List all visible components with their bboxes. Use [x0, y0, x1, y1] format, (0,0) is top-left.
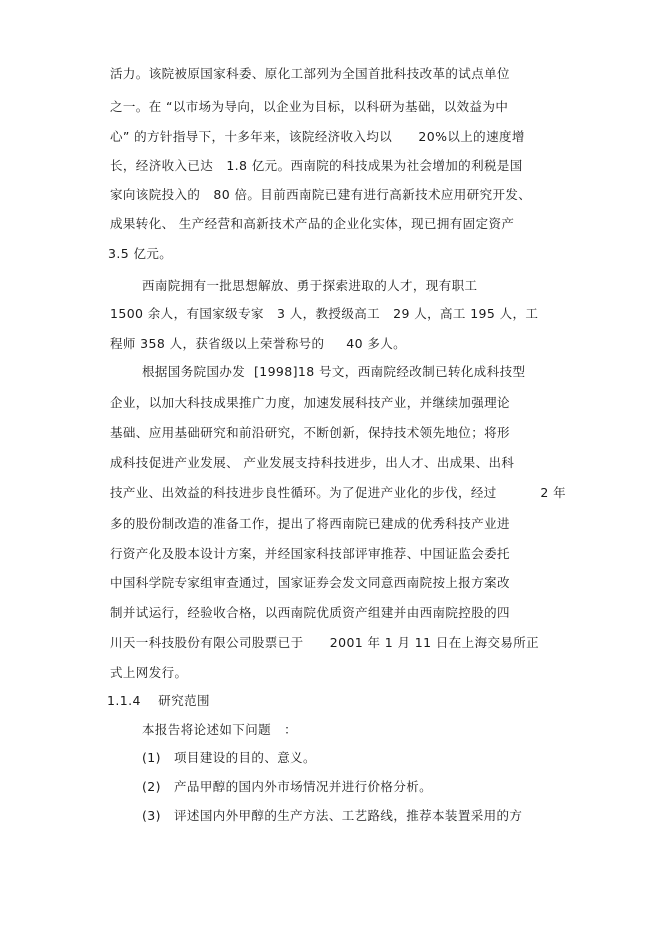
text-line: 成科技促进产业发展、 产业发展支持科技进步，出人才、出成果、出科 — [110, 455, 515, 470]
section-heading: 1.1.4 研究范围 — [107, 693, 210, 708]
text-line: 成果转化、 生产经营和高新技术产品的企业化实体，现已拥有固定资产 — [110, 216, 515, 231]
list-item: (2) 产品甲醇的国内外市场情况并进行价格分析。 — [142, 779, 433, 794]
text-line: 中国科学院专家组审查通过，国家证券会发文同意西南院按上报方案改 — [110, 575, 510, 590]
text-line: 行资产化及股本设计方案，并经国家科技部评审推荐、中国证监会委托 — [110, 546, 510, 561]
text-line: 程师 358 人，获省级以上荣誉称号的 40 多人。 — [110, 336, 407, 351]
text-line: 之一。在 “以市场为导向，以企业为目标，以科研为基础，以效益为中 — [110, 99, 509, 114]
text-line: 川天一科技股份有限公司股票已于 2001 年 1 月 11 日在上海交易所正 — [110, 635, 540, 650]
text-line: 多的股份制改造的准备工作，提出了将西南院已建成的优秀科技产业进 — [110, 516, 510, 531]
text-line: 基础、应用基础研究和前沿研究，不断创新，保持技术领先地位；将形 — [110, 425, 510, 440]
paragraph-start-line: 西南院拥有一批思想解放、勇于探索进取的人才，现有职工 — [142, 278, 478, 293]
text-line: 活力。该院被原国家科委、原化工部列为全国首批科技改革的试点单位 — [110, 66, 510, 81]
list-item: (1) 项目建设的目的、意义。 — [142, 750, 316, 765]
list-item: (3) 评述国内外甲醇的生产方法、工艺路线，推荐本装置采用的方 — [142, 808, 523, 823]
text-line: 制并试运行，经验收合格，以西南院优质资产组建并由西南院控股的四 — [110, 605, 510, 620]
paragraph-start-line: 本报告将论述如下问题 ： — [142, 722, 298, 737]
text-line: 长，经济收入已达 1.8 亿元。西南院的科技成果为社会增加的利税是国 — [110, 158, 523, 173]
text-line: 心” 的方针指导下，十多年来，该院经济收入均以 20%以上的速度增 — [110, 129, 525, 144]
text-line: 1500 余人，有国家级专家 3 人，教授级高工 29 人，高工 195 人，工 — [110, 306, 539, 321]
paragraph-start-line: 根据国务院国办发 [1998]18 号文，西南院经改制已转化成科技型 — [142, 364, 526, 379]
text-line: 3.5 亿元。 — [108, 246, 173, 261]
text-line: 技产业、出效益的科技进步良性循环。为了促进产业化的步伐，经过 2 年 — [110, 485, 567, 500]
text-line: 企业，以加大科技成果推广力度，加速发展科技产业，并继续加强理论 — [110, 395, 510, 410]
text-line: 家向该院投入的 80 倍。目前西南院已建有进行高新技术应用研究开发、 — [110, 187, 532, 202]
text-line: 式上网发行。 — [110, 665, 188, 680]
